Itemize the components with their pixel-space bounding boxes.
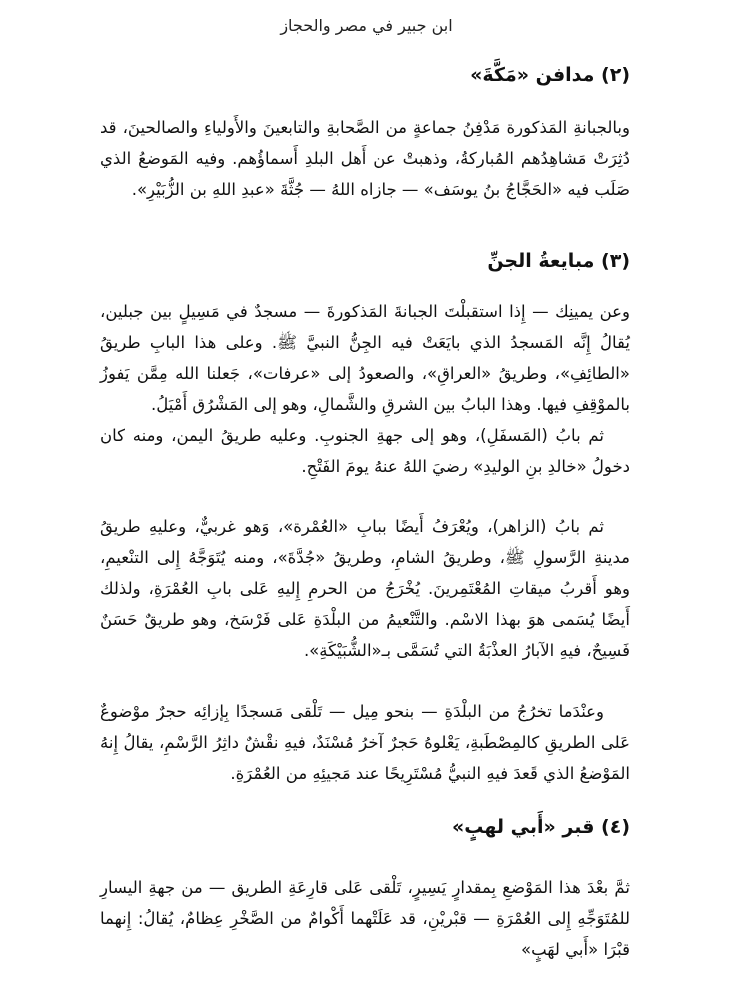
paragraph: ثم بابُ (المَسفَلِ)، وهو إلى جهةِ الجنوبِ. وعليه طريقُ اليمن، ومنه كان دخولُ «خالدِ بنِ الوليدِ» رضيَ اللهُ عنهُ يومَ الفَتْحِ. bbox=[100, 426, 630, 476]
section-heading-abu-lahab-tomb: (٤) قبر «أَبي لهبٍ» bbox=[451, 816, 630, 838]
running-header: ابن جبير في مصر والحجاز bbox=[280, 16, 453, 35]
paragraph: وبالجبانةِ المَذكورة مَدْفِنُ جماعةٍ من الصَّحابةِ والتابعينَ والأَولياءِ والصالحينَ، قد دُثِرَتْ مَشاهِدُهم المُباركةُ، وذهبتْ عن أَهل البلدِ أَسماؤُهم. وفيه المَوضعُ الذي صَلَب فيه «الحَجَّاجُ بنُ يوسَف» — جازاه اللهُ — جُثَّةَ «عبدِ اللهِ بن الزُّبَيْرِ». bbox=[100, 118, 630, 199]
paragraph: ثمَّ بعْدَ هذا المَوْضعِ بِمقدارٍ يَسِيرٍ، تَلْقى عَلى قارِعَةِ الطريق — من جهةِ اليسارِ للمُتَوَجِّهِ إِلى العُمْرَةِ — قبْريْنِ، قد عَلَتْهما أَكْوامٌ من الصَّخْرِ عِظامٌ، يُقالُ: إِنهما قبْرَا «أَبي لهَبٍ» bbox=[100, 878, 630, 959]
paragraph: وعنْدَما تخرُجُ من البلْدَةِ — بنحو مِيل — تَلْقى مَسجدًا بِإزائِه حجرٌ موْضوعٌ عَلى الطريقِ كالمِصْطَبةِ، يَعْلوهُ حَجرٌ آخرُ مُسْنَدٌ، فيهِ نقْشٌ داثِرُ الرَّسْمِ، يقالُ إِنهُ المَوْضعُ الذي قَعدَ فيهِ النبيُّ مُسْتَرِيحًا عند مَجيئِهِ من العُمْرَةِ. bbox=[100, 702, 630, 783]
paragraph: وعن يمينِك — إِذا استقبلْتَ الجبانةَ المَذكورةَ — مسجدٌ في مَسِيلٍ بين جبلين، يُقالُ إِنَّه المَسجدُ الذي بايَعَتْ فيه الجِنُّ النبيَّ ﷺ. وعلى هذا البابِ طريقُ «الطائِفِ»، وطريقُ «العراقِ»، والصعودُ إلى «عرفات»، جَعلنا الله مِمَّن يَفوزُ بالموْقِفِ فيها. وهذا البابُ بين الشرقِ والشَّمالِ، وهو إلى المَشْرُق أَمْيَلُ. bbox=[100, 302, 630, 414]
paragraph: ثم بابُ (الزاهر)، ويُعْرَفُ أَيضًا ببابِ «العُمْرة»، وَهو غربيٌّ، وعليهِ طريقُ مدينةِ الرَّسولِ ﷺ، وطريقُ الشامِ، وطريقُ «جُدَّةَ»، ومنه يُتَوَجَّهُ إِلى التنْعيمِ، وهو أَقربُ ميقاتِ المُعْتَمِرينَ. يُخْرَجُ من الحرمِ إِليهِ عَلى بابِ العُمْرَةِ، ولذلك أَيضًا يُسَمى هوَ بهذا الاسْم. والتَّنْعيمُ من البلْدَةِ عَلى فَرْسَخ، وهو طريقٌ حَسَنٌ فَسِيحٌ، فيهِ الآبارُ العذْبَةُ التي تُسَمَّى بـ«الشُّبَيْكَةِ». bbox=[100, 517, 630, 660]
section-heading-jinn-pledge: (٣) مبايعةُ الجنِّ bbox=[487, 250, 630, 272]
section-heading-makkah-cemeteries: (٢) مدافن «مَكَّةَ» bbox=[470, 64, 630, 86]
